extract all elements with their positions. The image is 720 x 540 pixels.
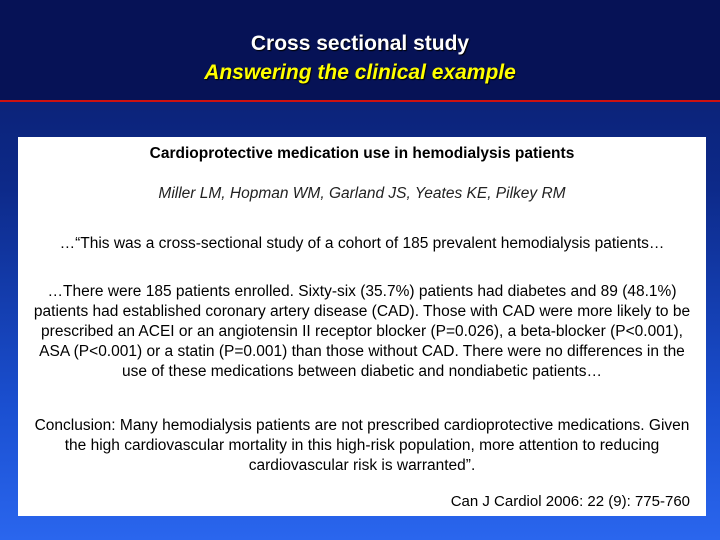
slide-subtitle: Answering the clinical example [204,61,516,84]
article-heading: Cardioprotective medication use in hemodialysis patients [149,145,575,162]
citation: Can J Cardiol 2006: 22 (9): 775-760 [450,493,690,510]
slide-header [0,0,720,102]
article-panel [18,137,706,516]
article-authors: Miller LM, Hopman WM, Garland JS, Yeates KE, Pilkey RM [158,185,566,202]
slide-title: Cross sectional study [250,32,470,55]
results-paragraph: …There were 185 patients enrolled. Sixty-six (35.7%) patients had diabetes and 89 (48.1%) patients had established coronary artery disease (CAD). Those with CAD were more likely to be prescribed an ACEI or an angiotensin II receptor blocker (P=0.026), a beta-blocker (P<0.001), ASA (P<0.001) or a statin (P=0.001) than those without CAD. There were no differences in the use of these medications between diabetic and nondiabetic patients… [33,283,691,380]
quote-intro: …“This was a cross-sectional study of a cohort of 185 prevalent hemodialysis patients… [59,235,665,252]
conclusion-paragraph: Conclusion: Many hemodialysis patients are not prescribed cardioprotective medications. Given the high cardiovascular mortality in this high-risk population, more attention to reducing cardiovascular risk is warranted”. [34,417,690,474]
